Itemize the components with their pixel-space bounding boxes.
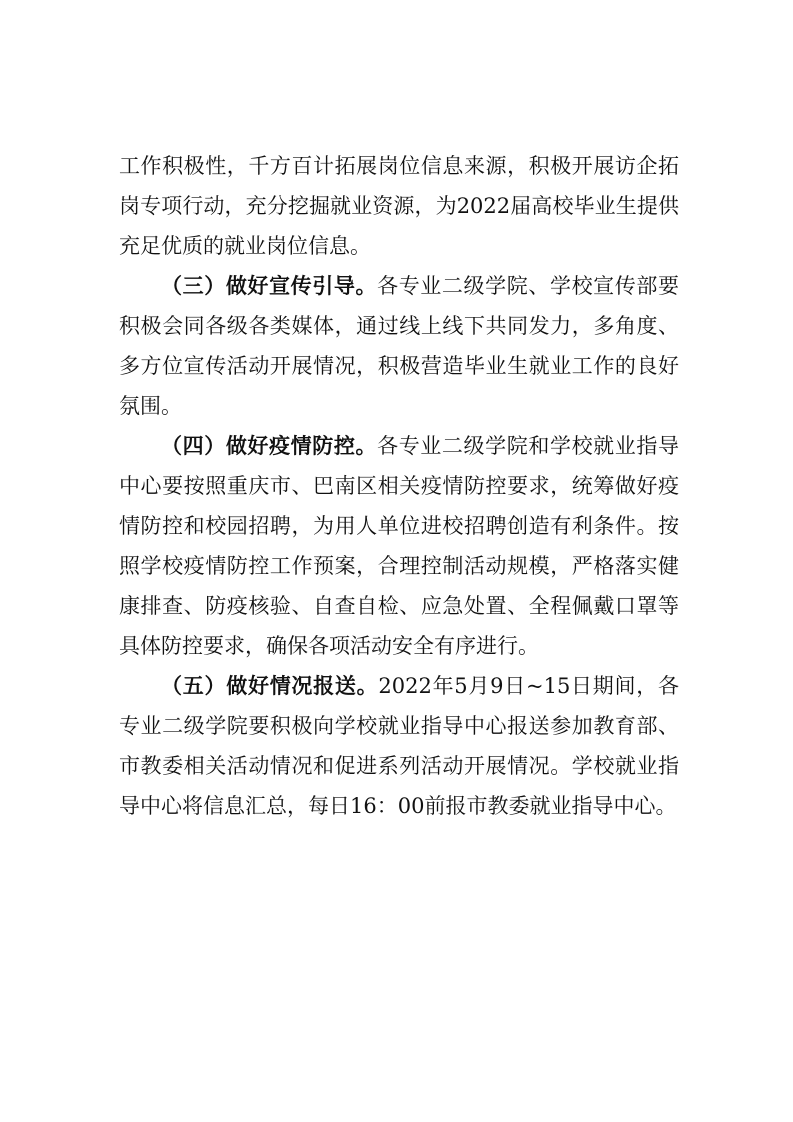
document-body: [119, 146, 679, 826]
paragraph-reporting: [119, 666, 679, 826]
paragraph-text: 各专业二级学院、学校宣传部要积极会同各级各类媒体，通过线上线下共同发力，多角度、多方位宣传活动开展情况，积极营造毕业生就业工作的良好氛围。: [119, 274, 680, 418]
paragraph-text: 各专业二级学院和学校就业指导中心要按照重庆市、巴南区相关疫情防控要求，统筹做好疫情防控和校园招聘，为用人单位进校招聘创造有利条件。按照学校疫情防控工作预案，合理控制活动规模，严格落实健康排查、防疫核验、自查自检、应急处置、全程佩戴口罩等具体防控要求，确保各项活动安全有序进行。: [119, 434, 680, 658]
paragraph-continuation: [119, 146, 679, 266]
section-heading-epidemic-control: （四）做好疫情防控。: [161, 433, 378, 458]
paragraph-epidemic-control: [119, 426, 679, 666]
section-heading-reporting: （五）做好情况报送。: [161, 673, 379, 698]
paragraph-text: 2022年5月9日~15日期间，各专业二级学院要积极向学校就业指导中心报送参加教育部、市教委相关活动情况和促进系列活动开展情况。学校就业指导中心将信息汇总，每日16：00前报市教委就业指导中心。: [119, 674, 679, 818]
paragraph-publicity: [119, 266, 679, 426]
section-heading-publicity: （三）做好宣传引导。: [161, 273, 378, 298]
paragraph-text: 工作积极性，千方百计拓展岗位信息来源，积极开展访企拓岗专项行动，充分挖掘就业资源，为2022届高校毕业生提供充足优质的就业岗位信息。: [119, 154, 679, 258]
